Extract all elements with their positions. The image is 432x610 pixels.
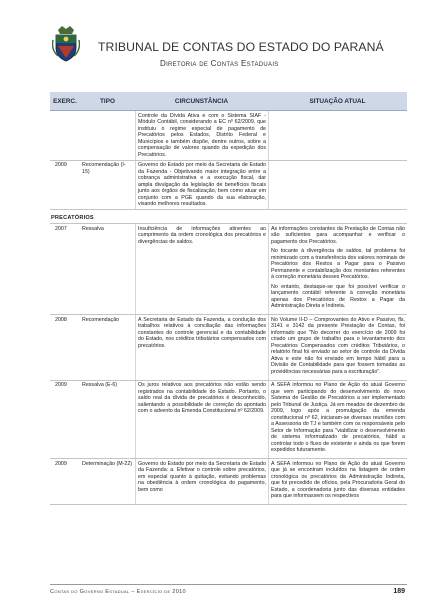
column-header-circunstancia: CIRCUNSTÂNCIA: [174, 97, 229, 105]
cell-tipo: Determinação (M-22): [82, 460, 133, 467]
cell-tipo: [80, 111, 135, 160]
table-row: [50, 161, 407, 211]
cell-exercicio: 2007: [55, 225, 67, 232]
cell-situacao: [268, 224, 407, 314]
cell-tipo: Recomendação: [82, 316, 120, 323]
situacao-paragraph: As informações constantes da Prestação de Contas não são suficientes para acompanhar e verificar o pagamento dos Precatórios.: [271, 225, 405, 245]
cell-exercicio: 2009: [55, 460, 67, 467]
page-footer: [50, 584, 407, 595]
parana-coat-of-arms-icon: [52, 26, 80, 62]
table-row: [50, 381, 407, 460]
cell-tipo: Recomendação (I-15): [82, 162, 126, 175]
cell-circunstancia: Os juros relativos aos precatórios não estão sendo registrados na contabilidade do Estado. Portanto, o saldo real da dívida de precatórios é desconhecido, salientando a possibilidade de correção do apontado com o advento da Emenda Constitucional nº 62/2009.: [135, 381, 268, 459]
cell-circunstancia: Governo do Estado por meio da Secretaria de Estado da Fazenda - Objetivando maior integração entre a cobrança administrativa e a execução fiscal, dar ampla divulgação da legislação de benefícios fiscais junto aos órgãos de fiscalização, bem como atuar em conjunto com a PGE quando da sua elaboração, visando melhores resultados.: [135, 161, 268, 210]
table-row: [50, 459, 407, 505]
cell-situacao: [268, 381, 407, 459]
cell-exercicio: 2009: [55, 382, 67, 388]
cell-circunstancia: A Secretaria de Estado da Fazenda, a condução dos trabalhos relativos à conciliação das informações constantes do controle gerencial e da contabilidade do Estado, nos créditos tributários compensados com precatórios.: [135, 315, 268, 380]
section-label-precatorios: PRECATÓRIOS: [50, 210, 407, 224]
footer-document-title: Contas do Governo Estadual – Exercício de 2010: [50, 589, 186, 595]
cell-situacao: [268, 161, 407, 210]
cell-situacao: [268, 111, 407, 160]
column-header-tipo: TIPO: [100, 97, 115, 105]
page-header: [0, 0, 432, 80]
situacao-paragraph: No Volume II-D – Comprovantes do Ativo e Passivo, fls. 3141 e 3142 da presente Prestação de Contas, foi informado que "No decorrer do exercício de 2009 foi criado um grupo de trabalho para o levantamento dos Precatórios Compensados com créditos Tributários, o relatório final foi enviado ao setor de controle da Dívida Ativa e este não foi enviado em tempo hábil para a Divisão de Contabilidade para que fossem tomadas as providências necessárias para a escrituração".: [271, 316, 405, 375]
cell-exercicio: 2008: [55, 316, 67, 323]
page-title: TRIBUNAL DE CONTAS DO ESTADO DO PARANÁ: [98, 40, 384, 54]
cell-circunstancia: Insuficiência de informações atinentes ao cumprimento da ordem cronológica dos precatórios e divergências de saldos.: [135, 224, 268, 314]
situacao-paragraph: A SEFA informou no Plano de Ação do atual Governo que já se encontram incluídos na listagem de ordem cronológica os precatórios da Administração Indireta, que foi precedido de ofícios, pela Procuradoria Geral do Estado, a coordenadoria junto das diversas entidades para que informassem os respectivos: [271, 460, 405, 499]
page-subtitle: Diretoria de Contas Estaduais: [160, 59, 279, 68]
cell-situacao: [268, 459, 407, 504]
page-number: 189: [393, 588, 405, 595]
column-header-exercicio: EXERC.: [53, 97, 77, 105]
column-header-situacao: SITUAÇÃO ATUAL: [309, 97, 366, 105]
cell-tipo: Ressalva: [82, 225, 104, 232]
situacao-paragraph: A SEFA informou no Plano de Ação do atual Governo que vem participando do desenvolvimento do novo Sistema de Gestão de Precatórios a ser implementado pelo Tribunal de Justiça. Já em meados de dezembro de 2009, logo após a promulgação da emenda constitucional nº 62, iniciaram-se diversas reuniões com a Assessoria do TJ e também com os responsáveis pelo Setor de Informação para "viabilizar o desenvolvimento de sistema informatizado de precatórios, hábil a controlar todo o fluxo de existente e ainda os que forem expedidos futuramente.: [271, 382, 405, 453]
table-header: [50, 92, 407, 111]
cell-exercicio: [50, 111, 80, 160]
table-row: [50, 315, 407, 381]
cell-tipo: Ressalva (E-6): [82, 382, 118, 388]
accounts-table: [50, 92, 407, 505]
table-row: [50, 224, 407, 315]
situacao-paragraph: No tocante à divergência de saldos, tal problema foi minimizado com a transferência dos valores nominais de Precatórios dos Restos a Pagar para o Passivo Permanente e contabilização dos montantes referentes à correção monetária desses Precatórios.: [271, 248, 405, 280]
situacao-paragraph: No entanto, destaque-se que foi possível verificar o lançamento contábil referente à correção monetária apenas dos Precatórios de Restos a Pagar da Administração Direta e Indireta.: [271, 283, 405, 309]
cell-circunstancia: Governo do Estado por meio da Secretaria de Estado da Fazenda: a. Efetivar o controle sobre precatórios, em especial quanto à quitação, evitando problemas na obediência à ordem cronológica do pagamento, bem como: [135, 459, 268, 504]
table-row: [50, 111, 407, 161]
cell-circunstancia: Controle da Dívida Ativa e com o Sistema SIAF - Módulo Contábil, considerando a EC nº 62/2009, que instituiu o regime especial de pagamento de Precatórios pelos Estados, Distrito Federal e Municípios e também dispõe, dentre outros, sobre a compensação de valores quando da expedição dos Precatórios.: [135, 111, 268, 160]
cell-exercicio: 2009: [55, 162, 67, 168]
cell-situacao: [268, 315, 407, 380]
